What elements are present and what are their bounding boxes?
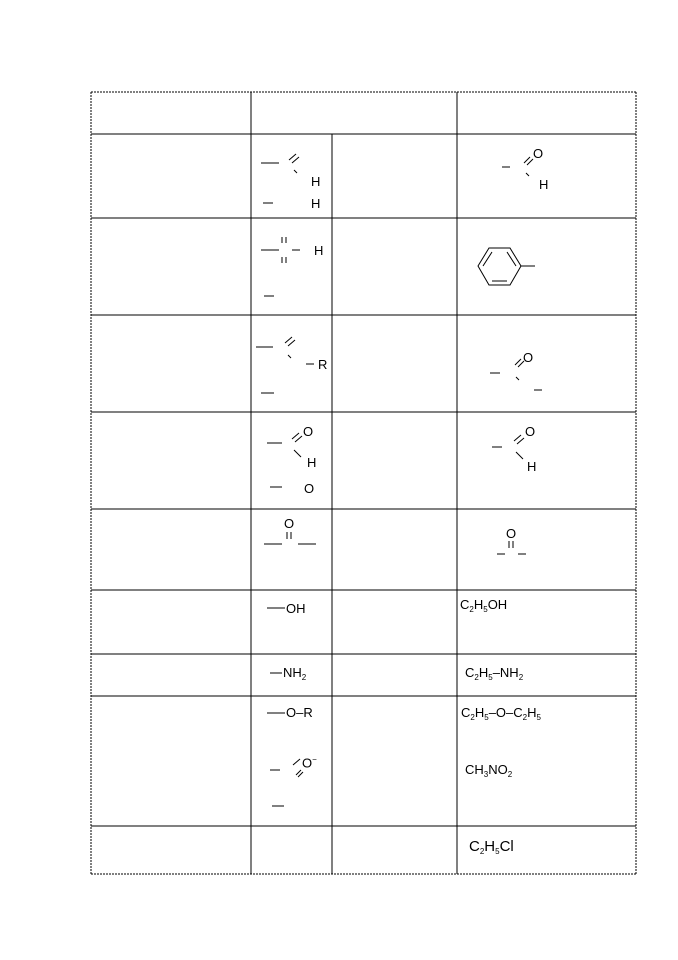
row5-bonds xyxy=(264,532,526,554)
row4-bonds xyxy=(267,433,524,487)
row8-bonds xyxy=(267,713,303,806)
row1-right-h: H xyxy=(539,177,549,192)
row2-bonds xyxy=(261,237,535,296)
row3-bonds xyxy=(256,337,542,393)
row1-bonds xyxy=(261,154,533,203)
row4-h: H xyxy=(307,455,317,470)
row4-o: O xyxy=(303,424,314,439)
row8-nitro-o: O− xyxy=(302,755,317,771)
column-dividers xyxy=(251,92,457,874)
row4-o2: O xyxy=(304,481,315,496)
row8-ether: O–R xyxy=(286,705,313,720)
row4-right-h: H xyxy=(527,459,537,474)
row-dividers xyxy=(91,134,636,826)
row6-oh: OH xyxy=(286,601,306,616)
row6-ethanol: $C_2H_5OH$ xyxy=(460,597,508,614)
row6-7-bonds xyxy=(267,608,285,673)
row3-r: R xyxy=(318,357,328,372)
row2-h: H xyxy=(314,243,324,258)
row1-h1: H xyxy=(311,174,321,189)
row1-right-o: O xyxy=(533,146,544,161)
row5-o: O xyxy=(284,516,295,531)
row7-nh2: $NH_2$ xyxy=(283,665,307,682)
row7-ethylamine: $C_2H_5-NH_2$ xyxy=(465,665,524,682)
row8-diethyl-ether: $C_2H_5-O-C_2H_5$ xyxy=(461,705,541,722)
row5-right-o: O xyxy=(506,526,517,541)
row3-right-o: O xyxy=(523,350,534,365)
row4-right-o: O xyxy=(525,424,536,439)
row8-nitromethane: $CH_3NO_2$ xyxy=(465,762,513,779)
table-border xyxy=(91,92,636,874)
row1-h2: H xyxy=(311,196,321,211)
row9-chloroethane: $C_2H_5Cl$ xyxy=(469,838,514,856)
